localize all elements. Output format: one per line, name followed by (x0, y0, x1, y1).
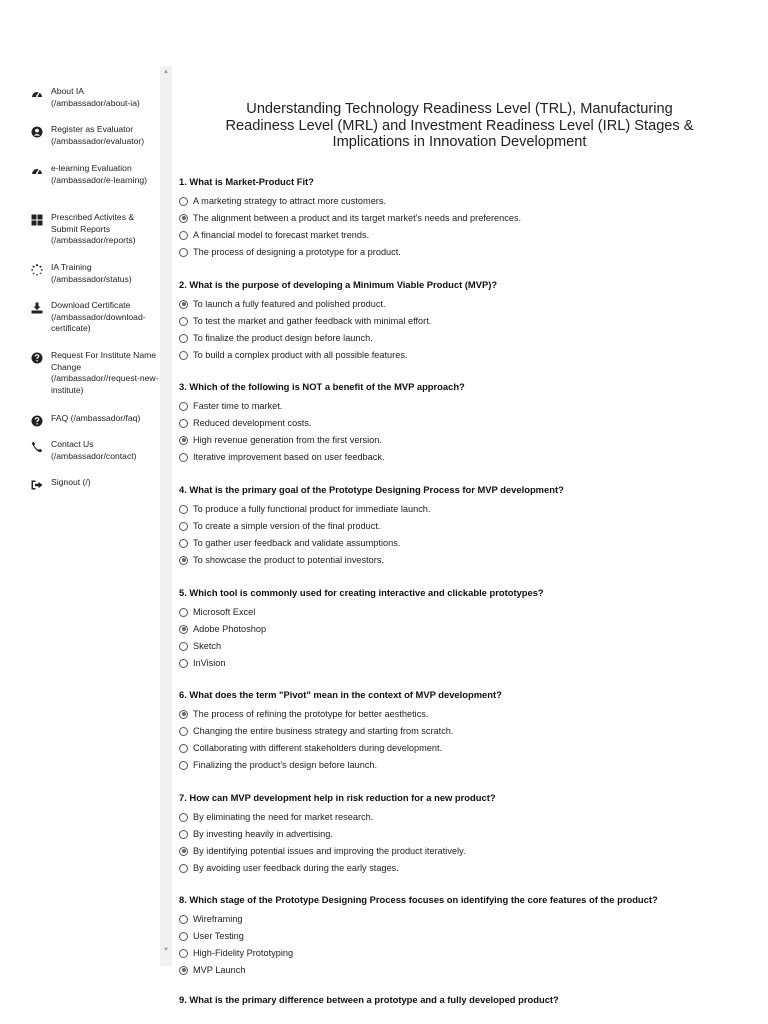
answer-option[interactable] (179, 417, 759, 429)
answer-option-label: By identifying potential issues and improving the product iteratively. (193, 846, 466, 856)
sidebar-item-reports[interactable] (30, 212, 160, 247)
sidebar-item-label: Register as Evaluator (/ambassador/evaluator) (51, 124, 145, 146)
answer-option-label: High-Fidelity Prototyping (193, 948, 294, 958)
answer-option-label: Reduced development costs. (193, 418, 312, 428)
radio-unchecked-icon[interactable] (179, 402, 188, 411)
question-text: 6. What does the term "Pivot" mean in the context of MVP development? (179, 689, 502, 700)
answer-option[interactable] (179, 332, 759, 344)
answer-option[interactable] (179, 640, 759, 652)
radio-unchecked-icon[interactable] (179, 248, 188, 257)
answer-option-label: Adobe Photoshop (193, 624, 267, 634)
sidebar-item-label: FAQ (/ambassador/faq) (51, 413, 141, 423)
radio-unchecked-icon[interactable] (179, 642, 188, 651)
answer-option[interactable] (179, 606, 759, 618)
radio-unchecked-icon[interactable] (179, 334, 188, 343)
radio-unchecked-icon[interactable] (179, 813, 188, 822)
answer-option[interactable] (179, 964, 759, 976)
radio-unchecked-icon[interactable] (179, 659, 188, 668)
answer-option[interactable] (179, 195, 759, 207)
answer-option-label: To showcase the product to potential investors. (193, 555, 385, 565)
answer-option[interactable] (179, 246, 759, 258)
question-text: 1. What is Market-Product Fit? (179, 176, 314, 187)
question-block (179, 484, 759, 566)
answer-option-label: Iterative improvement based on user feedback. (193, 452, 385, 462)
answer-option[interactable] (179, 212, 759, 224)
sidebar-item-label: Signout (/) (51, 477, 91, 487)
question-circle-icon (30, 414, 43, 427)
sidebar-item-request-name-change[interactable] (30, 350, 160, 397)
radio-unchecked-icon[interactable] (179, 505, 188, 514)
answer-option[interactable] (179, 349, 759, 361)
answer-option-label: To finalize the product design before launch. (193, 333, 373, 343)
answer-options (179, 811, 759, 874)
answer-option-label: To launch a fully featured and polished product. (193, 299, 386, 309)
sidebar-item-about-ia[interactable] (30, 86, 160, 109)
radio-unchecked-icon[interactable] (179, 932, 188, 941)
radio-unchecked-icon[interactable] (179, 231, 188, 240)
sidebar-item-label: e-learning Evaluation (/ambassador/e-learning) (51, 163, 148, 185)
download-icon (30, 301, 43, 314)
radio-unchecked-icon[interactable] (179, 419, 188, 428)
answer-option-label: To test the market and gather feedback with minimal effort. (193, 316, 432, 326)
user-circle-icon (30, 125, 43, 138)
question-text: 8. Which stage of the Prototype Designing Process focuses on identifying the core features of the product? (179, 894, 658, 905)
answer-option[interactable] (179, 828, 759, 840)
phone-icon (30, 440, 43, 453)
radio-checked-icon[interactable] (179, 847, 188, 856)
answer-option-label: Changing the entire business strategy and starting from scratch. (193, 726, 454, 736)
answer-option-label: Faster time to market. (193, 401, 283, 411)
question-block (179, 587, 759, 669)
answer-option[interactable] (179, 913, 759, 925)
answer-options (179, 913, 759, 976)
dashboard-gauge-icon (30, 87, 43, 100)
quiz-content (172, 0, 768, 1024)
answer-option[interactable] (179, 503, 759, 515)
question-text: 7. How can MVP development help in risk reduction for a new product? (179, 792, 496, 803)
answer-option-label: By avoiding user feedback during the early stages. (193, 863, 399, 873)
dashboard-gauge-icon (30, 164, 43, 177)
radio-unchecked-icon[interactable] (179, 915, 188, 924)
answer-option-label: The alignment between a product and its target market's needs and preferences. (193, 213, 522, 223)
radio-unchecked-icon[interactable] (179, 761, 188, 770)
question-block (179, 176, 759, 258)
radio-checked-icon[interactable] (179, 214, 188, 223)
question-block (179, 894, 759, 976)
answer-option[interactable] (179, 657, 759, 669)
answer-option[interactable] (179, 708, 759, 720)
question-text: 4. What is the primary goal of the Prototype Designing Process for MVP development? (179, 484, 564, 495)
answer-option[interactable] (179, 742, 759, 754)
answer-option[interactable] (179, 400, 759, 412)
question-circle-icon (30, 351, 43, 364)
sidebar-scrollbar[interactable] (160, 66, 172, 966)
answer-options (179, 606, 759, 669)
radio-checked-icon[interactable] (179, 966, 188, 975)
answer-option[interactable] (179, 862, 759, 874)
radio-checked-icon[interactable] (179, 710, 188, 719)
answer-options (179, 503, 759, 566)
radio-unchecked-icon[interactable] (179, 522, 188, 531)
sidebar-item-label: Download Certificate (/ambassador/download-certificate) (51, 300, 146, 334)
answer-option[interactable] (179, 725, 759, 737)
question-text: 2. What is the purpose of developing a Minimum Viable Product (MVP)? (179, 279, 498, 290)
answer-option-label: MVP Launch (193, 965, 246, 975)
answer-option-label: Microsoft Excel (193, 607, 256, 617)
sidebar-item-signout[interactable] (30, 477, 160, 491)
radio-unchecked-icon[interactable] (179, 830, 188, 839)
answer-option[interactable] (179, 298, 759, 310)
sidebar-item-label: About IA (/ambassador/about-ia) (51, 86, 140, 108)
answer-option-label: The process of designing a prototype for a product. (193, 247, 401, 257)
page-title: Understanding Technology Readiness Level (TRL), Manufacturing Readiness Level (MRL) and Investment Readiness Level (IRL) Stages & Implications in Innovation Development (225, 101, 694, 150)
sidebar-item-label: Contact Us (/ambassador/contact) (51, 439, 137, 461)
answer-option[interactable] (179, 434, 759, 446)
answer-option-label: Collaborating with different stakeholders during development. (193, 743, 443, 753)
answer-option-label: User Testing (193, 931, 244, 941)
answer-option[interactable] (179, 811, 759, 823)
radio-unchecked-icon[interactable] (179, 453, 188, 462)
question-text: 5. Which tool is commonly used for creating interactive and clickable prototypes? (179, 587, 544, 598)
answer-option[interactable] (179, 759, 759, 771)
radio-unchecked-icon[interactable] (179, 608, 188, 617)
answer-options (179, 298, 759, 361)
answer-option-label: To gather user feedback and validate assumptions. (193, 538, 401, 548)
radio-checked-icon[interactable] (179, 436, 188, 445)
answer-option[interactable] (179, 520, 759, 532)
question-block (179, 792, 759, 874)
answer-option[interactable] (179, 451, 759, 463)
spinner-icon (30, 263, 43, 276)
sidebar-item-ia-training[interactable] (30, 262, 160, 285)
answer-option-label: The process of refining the prototype for better aesthetics. (193, 709, 429, 719)
answer-option-label: A marketing strategy to attract more customers. (193, 196, 387, 206)
sidebar-item-faq[interactable] (30, 413, 160, 427)
sidebar-item-e-learning[interactable] (30, 163, 160, 186)
answer-option-label: High revenue generation from the first version. (193, 435, 382, 445)
answer-option[interactable] (179, 229, 759, 241)
sidebar-item-label: Request For Institute Name Change (/ambassador//request-new-institute) (51, 350, 159, 396)
scroll-down-arrow-icon[interactable]: ▼ (163, 947, 169, 953)
answer-option[interactable] (179, 315, 759, 327)
answer-options (179, 400, 759, 463)
answer-option[interactable] (179, 845, 759, 857)
answer-option-label: To produce a fully functional product for immediate launch. (193, 504, 431, 514)
question-block (179, 689, 759, 771)
grid-icon (30, 213, 43, 226)
answer-option[interactable] (179, 623, 759, 635)
answer-option-label: By investing heavily in advertising. (193, 829, 333, 839)
answer-option[interactable] (179, 930, 759, 942)
radio-unchecked-icon[interactable] (179, 727, 188, 736)
sidebar-item-contact-us[interactable] (30, 439, 160, 462)
answer-option-label: Finalizing the product's design before launch. (193, 760, 378, 770)
answer-option[interactable] (179, 554, 759, 566)
question-block (179, 279, 759, 361)
answer-option-label: Wireframing (193, 914, 243, 924)
radio-checked-icon[interactable] (179, 300, 188, 309)
answer-options (179, 195, 759, 258)
sign-out-icon (30, 478, 43, 491)
answer-option-label: To build a complex product with all possible features. (193, 350, 408, 360)
sidebar-item-label: IA Training (/ambassador/status) (51, 262, 132, 284)
radio-unchecked-icon[interactable] (179, 317, 188, 326)
radio-unchecked-icon[interactable] (179, 949, 188, 958)
answer-option[interactable] (179, 537, 759, 549)
answer-option[interactable] (179, 947, 759, 959)
sidebar-item-label: Prescribed Activites & Submit Reports (/ambassador/reports) (51, 212, 136, 246)
sidebar-item-register-evaluator[interactable] (30, 124, 160, 147)
answer-option-label: A financial model to forecast market trends. (193, 230, 370, 240)
radio-checked-icon[interactable] (179, 625, 188, 634)
answer-option-label: InVision (193, 658, 226, 668)
answer-options (179, 708, 759, 771)
radio-unchecked-icon[interactable] (179, 744, 188, 753)
radio-unchecked-icon[interactable] (179, 539, 188, 548)
answer-option-label: Sketch (193, 641, 222, 651)
answer-option-label: By eliminating the need for market research. (193, 812, 374, 822)
radio-checked-icon[interactable] (179, 556, 188, 565)
scroll-up-arrow-icon[interactable]: ▲ (163, 69, 169, 75)
question-text: 9. What is the primary difference between a prototype and a fully developed product? (179, 994, 559, 1005)
sidebar-item-download-certificate[interactable] (30, 300, 160, 335)
answer-option-label: To create a simple version of the final product. (193, 521, 381, 531)
sidebar (0, 0, 160, 1024)
radio-unchecked-icon[interactable] (179, 864, 188, 873)
radio-unchecked-icon[interactable] (179, 197, 188, 206)
radio-unchecked-icon[interactable] (179, 351, 188, 360)
question-text: 3. Which of the following is NOT a benefit of the MVP approach? (179, 381, 465, 392)
question-block (179, 381, 759, 463)
